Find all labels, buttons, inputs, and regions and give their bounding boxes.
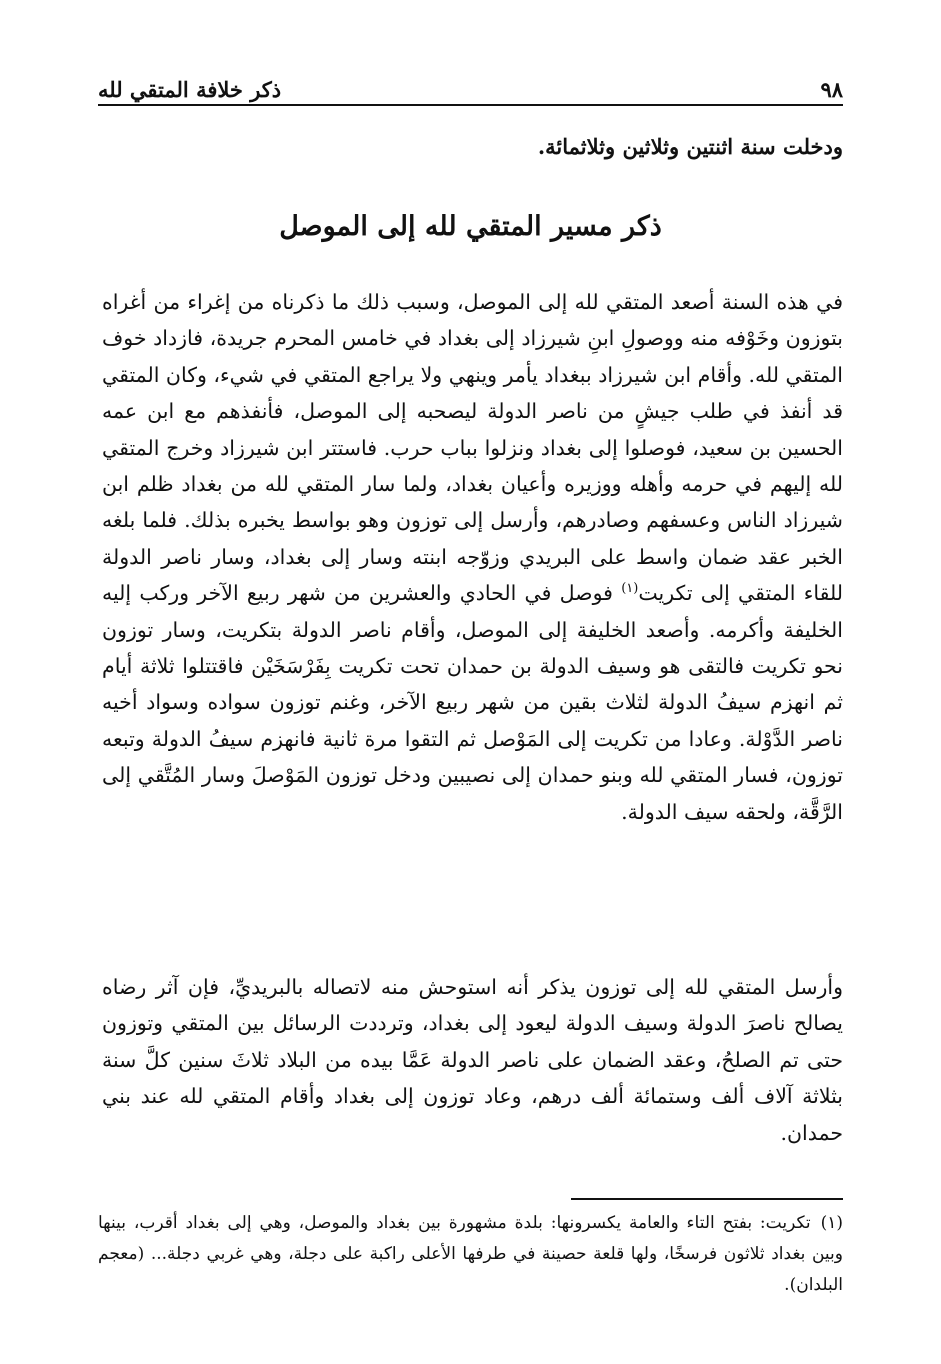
carry-over-line: ودخلت سنة اثنتين وثلاثين وثلاثمائة. <box>537 134 843 159</box>
footnote <box>98 1208 843 1301</box>
running-head <box>98 62 843 102</box>
paragraph-1-text-b: فوصل في الحادي والعشرين من شهر ربيع الآخر وركب إليه الخليفة وأكرمه. وأصعد الخليفة إلى الموصل، وأقام ناصر الدولة بتكريت، وسار توزون نحو تكريت فالتقى هو وسيف الدولة بن حمدان تحت تكريت بِفَرْسَخَيْن فاقتتلوا ثلاثة أيام ثم انهزم سيفُ الدولة لثلاث بقين من شهر ربيع الآخر، وغنم توزون سواده وسواد أخيه ناصر الدَّوْلة. وعادا من تكريت إلى المَوْصل ثم التقوا مرة ثانية فانهزم سيفُ الدولة وتبعه توزون، فسار المتقي لله وبنو حمدان إلى نصيبين ودخل توزون المَوْصلَ وسار المُتَّقي إلى الرَّقَّة، ولحقه سيف الدولة. <box>102 581 844 824</box>
footnote-text: تكريت: بفتح التاء والعامة يكسرونها: بلدة مشهورة بين بغداد والموصل، وهي إلى بغداد أقرب، بينها وبين بغداد ثلاثون فرسخًا، ولها قلعة حصينة في طرفها الأعلى راكبة على دجلة، وهي غربي دجلة... (معجم البلدان). <box>98 1213 843 1295</box>
header-rule <box>98 104 843 106</box>
running-head-title: ذكر خلافة المتقي لله <box>98 76 282 102</box>
section-title: ذكر مسير المتقي لله إلى الموصل <box>279 211 662 242</box>
footnote-number: (١) <box>820 1213 843 1233</box>
body-paragraph-1 <box>102 284 843 830</box>
body-paragraph-2: وأرسل المتقي لله إلى توزون يذكر أنه استوحش منه لاتصاله بالبريديِّ، فإن آثر رضاه يصالح ناصرَ الدولة وسيف الدولة ليعود إلى بغداد، وترددت الرسائل بين المتقي وتوزون حتى تم الصلحُ، وعقد الضمان على ناصر الدولة عَمَّا بيده من البلاد ثلاثَ سنين كلَّ سنة بثلاثة آلاف ألف وستمائة ألف درهم، وعاد توزون إلى بغداد وأقام المتقي لله عند بني حمدان. <box>102 975 843 1145</box>
paragraph-1-text-a: في هذه السنة أصعد المتقي لله إلى الموصل، وسبب ذلك ما ذكرناه من إغراء من أغراه بتوزون وخَوْفه منه ووصولِ ابنِ شيرزاد إلى بغداد في خامس المحرم جريدة، فازداد خوف المتقي لله. وأقام ابن شيرزاد ببغداد يأمر وينهي ولا يراجع المتقي في شيء، وكان المتقي قد أنفذ في طلب جيشٍ من ناصر الدولة ليصحبه إلى الموصل، فأنفذهم مع ابن عمه الحسين بن سعيد، فوصلوا إلى بغداد ونزلوا بباب حرب. فاستتر ابن شيرزاد وخرج المتقي لله إليهم في حرمه وأهله ووزيره وأعيان بغداد، ولما سار المتقي لله من بغداد ظلم ابن شيرزاد الناس وعسفهم وصادرهم، وأرسل إلى توزون وهو بواسط يخبره بذلك. فلما بلغه الخبر عقد ضمان واسط على البريدي وزوّجه ابنته وسار إلى بغداد، وسار ناصر الدولة للقاء المتقي إلى تكريت <box>101 290 843 606</box>
footnote-rule <box>571 1198 843 1200</box>
page-number: ٩٨ <box>820 76 843 102</box>
footnote-reference[interactable]: (١) <box>621 581 639 597</box>
